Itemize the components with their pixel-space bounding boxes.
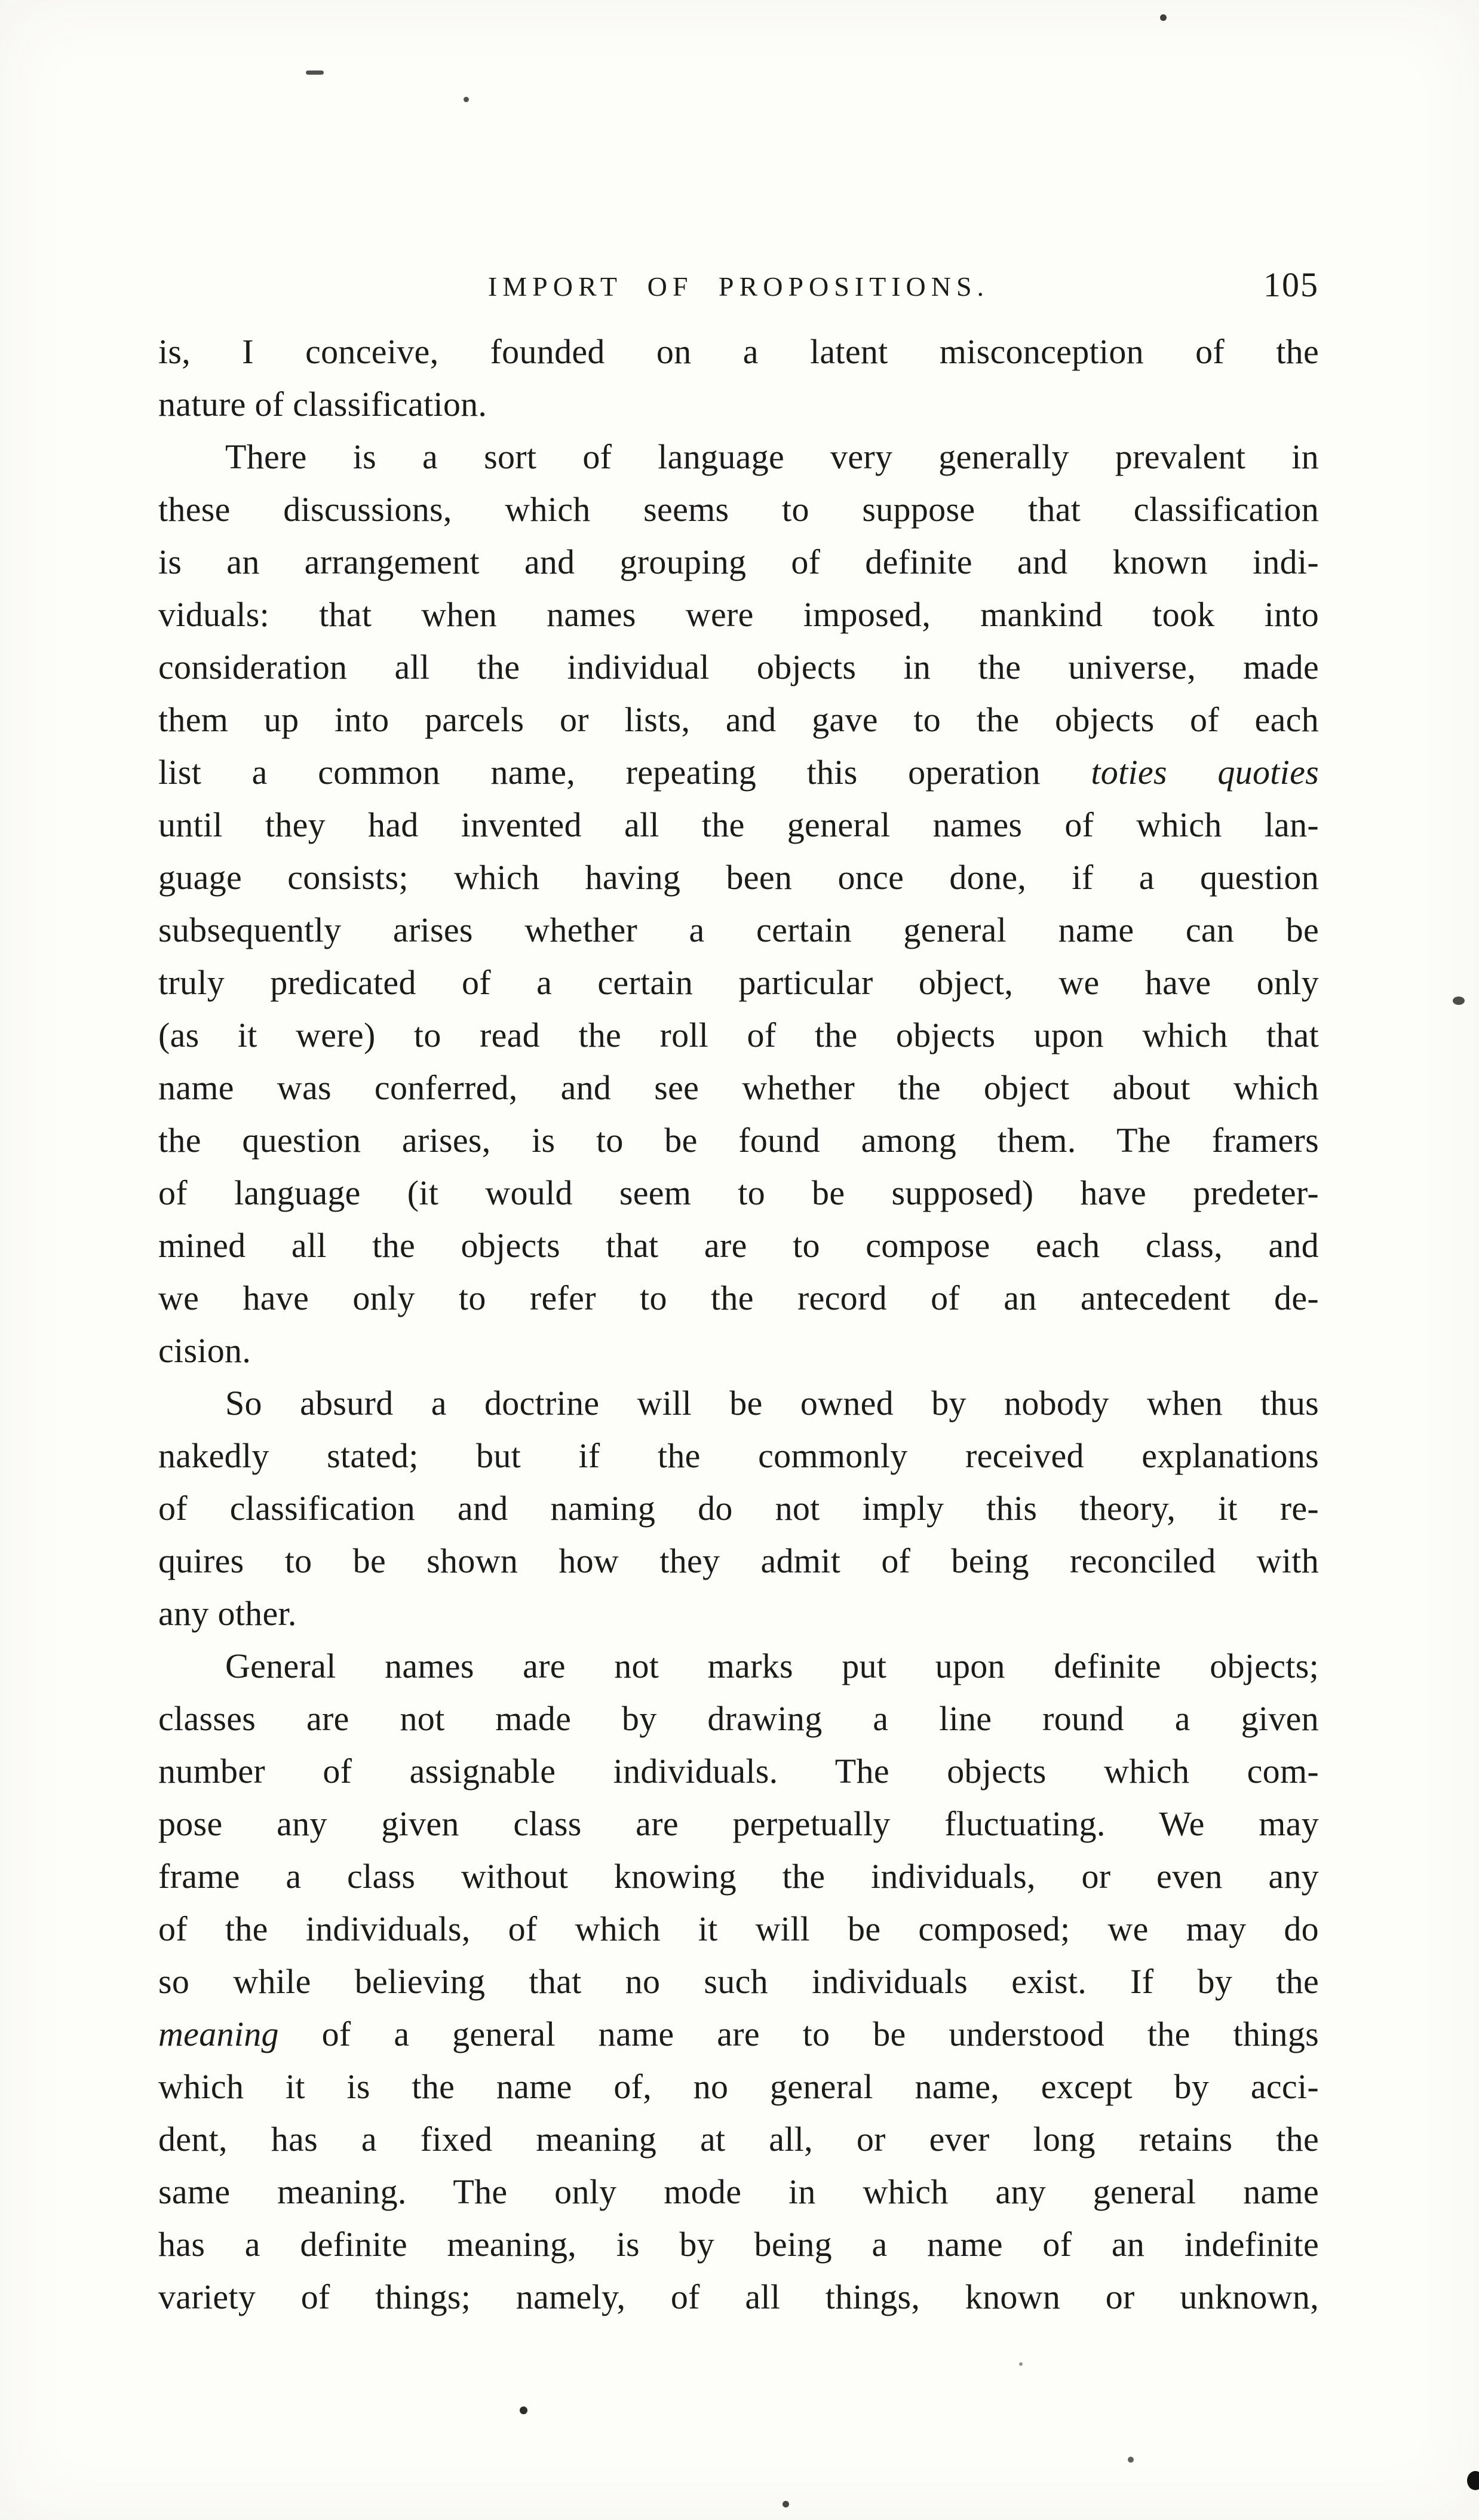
paragraph (158, 431, 1319, 1377)
text-line: dent, has a fixed meaning at all, or ever long retains the (158, 2120, 1319, 2159)
scan-speck (1019, 2362, 1023, 2366)
text-line: is, I conceive, founded on a latent misconception of the (158, 332, 1319, 371)
text-line: nature of classification. (158, 385, 487, 424)
text-line: has a definite meaning, is by being a name of an indefinite (158, 2225, 1319, 2264)
scan-speck (1467, 2471, 1479, 2490)
scan-speck (520, 2406, 527, 2414)
scan-speck (783, 2501, 789, 2507)
text-line: guage consists; which having been once done, if a question (158, 858, 1319, 897)
text-line: pose any given class are perpetually fluctuating. We may (158, 1804, 1319, 1843)
text-line: There is a sort of language very generally prevalent in (225, 437, 1319, 476)
text-line: subsequently arises whether a certain general name can be (158, 910, 1319, 949)
paragraph (158, 326, 1319, 431)
page-body (158, 326, 1319, 2323)
text-line: frame a class without knowing the individuals, or even any (158, 1857, 1319, 1896)
scan-speck (306, 70, 324, 75)
text-line: quires to be shown how they admit of being reconciled with (158, 1541, 1319, 1580)
text-line: cision. (158, 1331, 251, 1370)
text-line: (as it were) to read the roll of the objects upon which that (158, 1016, 1319, 1054)
text-line: we have only to refer to the record of an antecedent de- (158, 1279, 1319, 1317)
running-title: IMPORT OF PROPOSITIONS. (487, 271, 990, 302)
paragraph (158, 1640, 1319, 2323)
text-line: classes are not made by drawing a line round a given (158, 1699, 1319, 1738)
text-line: number of assignable individuals. The objects which com- (158, 1752, 1319, 1791)
text-line: until they had invented all the general names of which lan- (158, 805, 1319, 844)
text-line: which it is the name of, no general name, except by acci- (158, 2067, 1319, 2106)
text-line: nakedly stated; but if the commonly received explanations (158, 1436, 1319, 1475)
text-line: consideration all the individual objects in the universe, made (158, 648, 1319, 686)
text-line: So absurd a doctrine will be owned by nobody when thus (225, 1384, 1319, 1423)
text-line: viduals: that when names were imposed, mankind took into (158, 595, 1319, 634)
text-line: the question arises, is to be found among them. The framers (158, 1121, 1319, 1160)
text-line: them up into parcels or lists, and gave to the objects of each (158, 700, 1319, 739)
text-line: variety of things; namely, of all things, known or unknown, (158, 2277, 1319, 2316)
text-line: is an arrangement and grouping of definite and known indi- (158, 542, 1319, 581)
text-line: of classification and naming do not imply this theory, it re- (158, 1489, 1319, 1528)
text-line: General names are not marks put upon definite objects; (225, 1647, 1319, 1685)
paragraph (158, 1377, 1319, 1640)
text-line: these discussions, which seems to suppose that classification (158, 490, 1319, 529)
scan-speck (1160, 14, 1167, 21)
text-line: truly predicated of a certain particular object, we have only (158, 963, 1319, 1002)
page-number: 105 (1263, 265, 1319, 304)
text-line: mined all the objects that are to compose each class, and (158, 1226, 1319, 1265)
text-line: same meaning. The only mode in which any general name (158, 2172, 1319, 2211)
text-line: any other. (158, 1594, 297, 1633)
scan-speck (1453, 997, 1465, 1005)
text-line: list a common name, repeating this operation toties quoties (158, 753, 1319, 792)
text-line: so while believing that no such individuals exist. If by the (158, 1962, 1319, 2001)
text-line: of language (it would seem to be supposed) have predeter- (158, 1173, 1319, 1212)
scan-speck (1128, 2457, 1134, 2463)
text-line: meaning of a general name are to be understood the things (158, 2015, 1319, 2053)
text-line: name was conferred, and see whether the object about which (158, 1068, 1319, 1107)
scan-speck (464, 97, 469, 102)
page-header (158, 260, 1319, 305)
text-line: of the individuals, of which it will be composed; we may do (158, 1909, 1319, 1948)
